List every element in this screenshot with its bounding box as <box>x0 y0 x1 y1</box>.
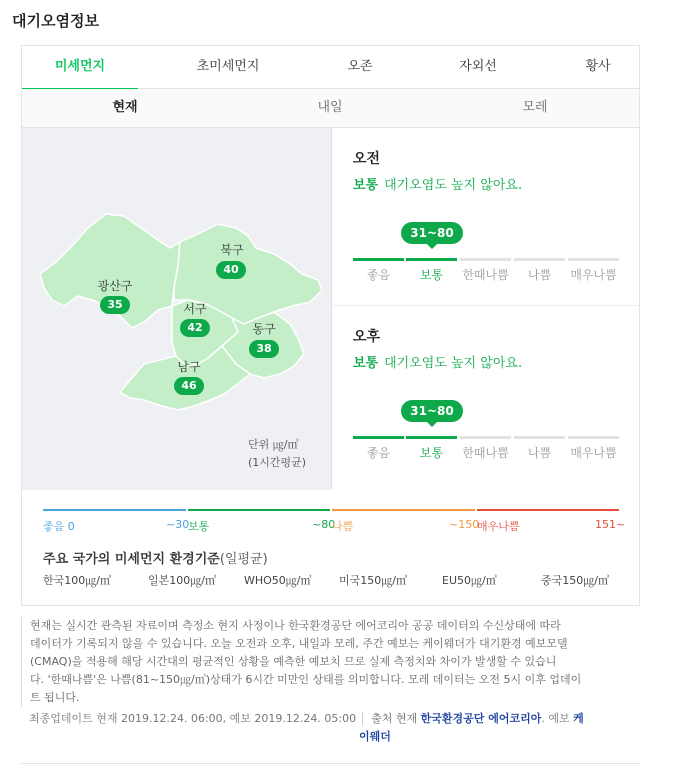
source-label: 출처 현재 <box>362 712 417 725</box>
notice-line: (CMAQ)을 적용해 해당 시간대의 평균적인 상황을 예측한 예보치 므로 실제 측정치와 차이가 발생할 수 있습니 <box>30 655 557 668</box>
forecast-pm-range: 31~80 <box>401 400 463 422</box>
standards-title-note: (일평균) <box>219 552 268 567</box>
scale-label-bad: 나쁨 <box>527 446 552 460</box>
legend-bar-bad <box>332 509 475 511</box>
tab-tomorrow[interactable]: 내일 <box>317 100 343 115</box>
source-link-kweather-cont[interactable]: 이웨더 <box>359 730 391 743</box>
forecast-pm-grade: 보통 <box>353 356 379 371</box>
grade-legend <box>22 490 639 605</box>
forecast-pm-title: 오후 <box>353 329 381 345</box>
scale-segment <box>406 258 457 261</box>
tab-ozone[interactable]: 오존 <box>347 59 373 74</box>
tab-pm25[interactable]: 초미세먼지 <box>196 59 260 74</box>
notice-line: 데이터가 기록되지 않을 수 있습니다. 오늘 오전과 오후, 내일과 모레, 주간 예보는 케이웨더가 대기환경 예보모델 <box>30 637 568 650</box>
standard-who: WHO50㎍/㎥ <box>244 574 312 587</box>
notice-line: 트 됩니다. <box>30 691 80 704</box>
scale-segment <box>460 258 511 261</box>
unit-note <box>248 436 306 472</box>
data-notice <box>21 617 640 707</box>
legend-bad-end: ~150 <box>449 518 480 531</box>
scale-label-good: 좋음 <box>366 446 391 460</box>
standard-china: 중국150㎍/㎥ <box>541 574 609 587</box>
divider <box>21 763 640 764</box>
legend-very-bad-end: 151~ <box>595 518 626 531</box>
standards-title <box>43 548 268 567</box>
page-title: 대기오염정보 <box>12 12 99 30</box>
scale-label-normal: 보통 <box>419 446 444 460</box>
region-value-seogu[interactable]: 42 <box>180 319 210 337</box>
forecast-am-grade: 보통 <box>353 178 379 193</box>
legend-good: 좋음 0 <box>43 520 75 533</box>
scale-label-temp-bad: 한때나쁨 <box>462 446 509 460</box>
scale-segment <box>514 258 565 261</box>
scale-segment <box>353 436 404 439</box>
legend-normal-end: ~80 <box>312 518 336 531</box>
tab-yellow-dust[interactable]: 황사 <box>585 59 611 74</box>
scale-segment <box>568 436 619 439</box>
last-updated: 최종업데이트 현재 2019.12.24. 06:00, 예보 2019.12.24. 05:00 <box>29 712 357 725</box>
notice-line: 다. '한때나쁨'은 나쁨(81~150㎍/㎥)상태가 6시간 미만인 상태를 의미합니다. 모레 데이터는 오전 5시 이후 업데이 <box>30 673 582 686</box>
scale-segment <box>406 436 457 439</box>
legend-bad: 나쁨 <box>332 520 354 533</box>
tab-day-after[interactable]: 모레 <box>522 100 548 115</box>
tab-pm10[interactable]: 미세먼지 <box>22 46 138 89</box>
forecast-source-label: . 예보 <box>541 712 570 725</box>
region-label-gwangsan: 광산구 <box>97 279 133 293</box>
region-label-seogu: 서구 <box>183 302 207 316</box>
unit-label: 단위 ㎍/㎥ <box>248 438 299 451</box>
region-value-namgu[interactable]: 46 <box>174 377 204 395</box>
legend-bar-normal <box>188 509 330 511</box>
tab-now[interactable]: 현재 <box>112 100 138 115</box>
forecast-pm <box>332 306 639 484</box>
day-tabs <box>22 89 639 128</box>
scale-label-very-bad: 매우나쁨 <box>570 446 617 460</box>
pollutant-tabs <box>22 46 639 89</box>
forecast-pm-message: 대기오염도 높지 않아요. <box>384 356 523 371</box>
standard-japan: 일본100㎍/㎥ <box>148 574 216 587</box>
forecast-am-range: 31~80 <box>401 222 463 244</box>
legend-normal: 보통 <box>188 520 210 533</box>
region-label-bukgu: 북구 <box>220 243 244 257</box>
air-pollution-panel <box>21 45 640 606</box>
scale-segment <box>460 436 511 439</box>
region-label-namgu: 남구 <box>177 360 201 374</box>
region-value-donggu[interactable]: 38 <box>249 340 279 358</box>
forecast-am-status <box>353 174 522 193</box>
tab-uv[interactable]: 자외선 <box>459 59 497 74</box>
forecast-pm-status <box>353 352 522 371</box>
region-map <box>22 128 332 490</box>
region-value-gwangsan[interactable]: 35 <box>100 296 130 314</box>
legend-bar-good <box>43 509 186 511</box>
update-info <box>29 710 584 726</box>
scale-segment <box>514 436 565 439</box>
scale-label-good: 좋음 <box>366 268 391 282</box>
scale-label-temp-bad: 한때나쁨 <box>462 268 509 282</box>
standard-eu: EU50㎍/㎥ <box>442 574 497 587</box>
standard-korea: 한국100㎍/㎥ <box>43 574 111 587</box>
scale-segment <box>353 258 404 261</box>
source-link-airkorea[interactable]: 한국환경공단 에어코리아 <box>420 712 542 725</box>
region-label-donggu: 동구 <box>252 322 276 336</box>
notice-line: 현재는 실시간 관측된 자료이며 측정소 현지 사정이나 한국환경공단 에어코리아 공공 데이터의 수신상태에 따라 <box>30 619 561 632</box>
source-link-kweather[interactable]: 케 <box>573 712 584 725</box>
scale-label-very-bad: 매우나쁨 <box>570 268 617 282</box>
legend-very-bad: 매우나쁨 <box>477 520 520 533</box>
forecast-am <box>332 128 639 306</box>
standard-usa: 미국150㎍/㎥ <box>339 574 407 587</box>
legend-good-end: ~30 <box>166 518 190 531</box>
scale-label-bad: 나쁨 <box>527 268 552 282</box>
scale-segment <box>568 258 619 261</box>
legend-bar-very-bad <box>477 509 619 511</box>
scale-label-normal: 보통 <box>419 268 444 282</box>
region-value-bukgu[interactable]: 40 <box>216 261 246 279</box>
forecast-am-title: 오전 <box>353 151 381 167</box>
unit-average: (1시간평균) <box>248 456 307 469</box>
forecast-am-message: 대기오염도 높지 않아요. <box>384 178 523 193</box>
standards-title-text: 주요 국가의 미세먼지 환경기준 <box>43 552 220 567</box>
